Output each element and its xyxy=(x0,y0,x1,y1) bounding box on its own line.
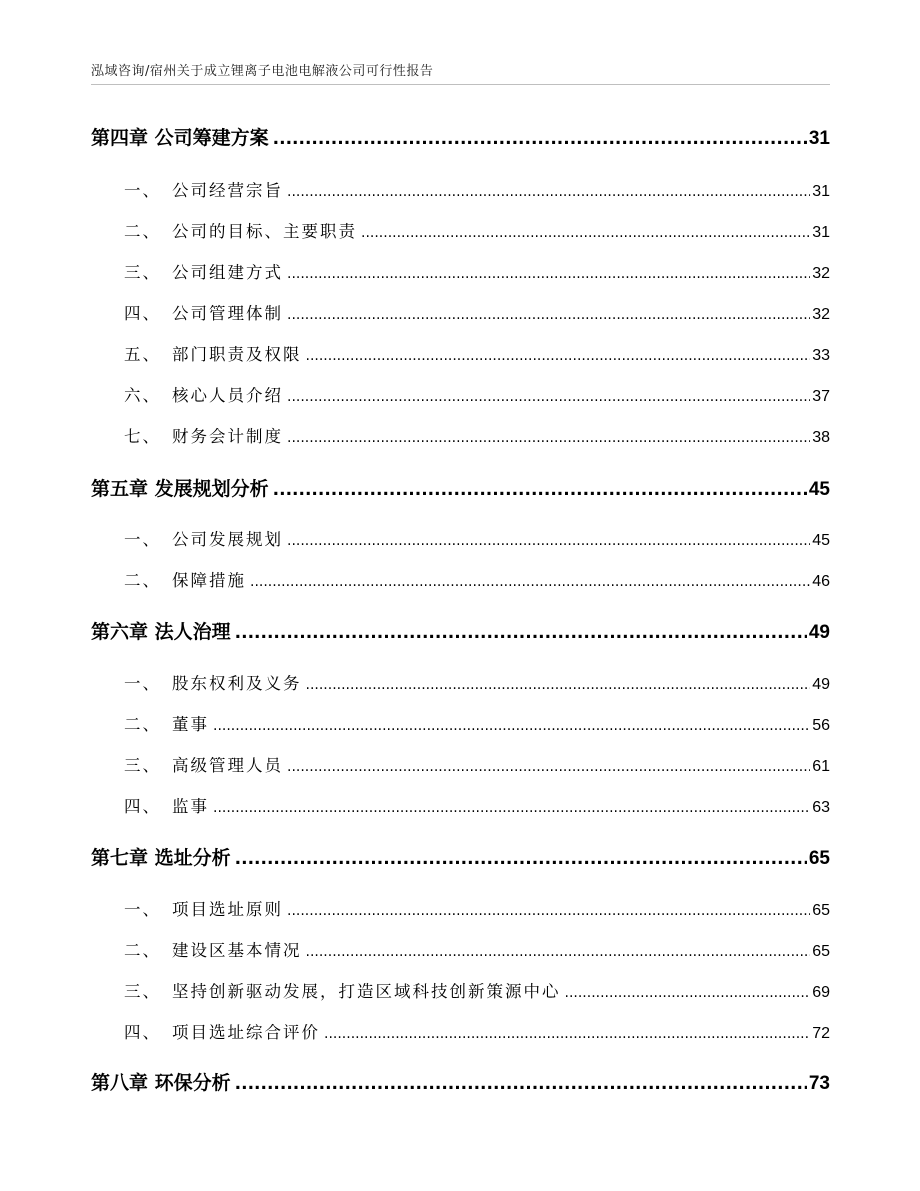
toc-section-label: 三、 高级管理人员 xyxy=(124,756,283,775)
toc-page-number: 49 xyxy=(812,676,830,693)
toc-section-6-2[interactable] xyxy=(91,711,830,735)
toc-leader-dots xyxy=(235,849,807,869)
toc-section-4-6[interactable] xyxy=(91,382,830,406)
toc-section-label: 四、 公司管理体制 xyxy=(124,304,283,323)
toc-section-4-2[interactable] xyxy=(91,218,830,242)
toc-leader-dots xyxy=(287,389,810,405)
toc-section-4-7[interactable] xyxy=(91,423,830,447)
toc-section-4-5[interactable] xyxy=(91,341,830,365)
toc-page-number: 45 xyxy=(812,532,830,549)
toc-section-label: 一、 股东权利及义务 xyxy=(124,674,302,693)
toc-section-7-1[interactable] xyxy=(91,896,830,920)
toc-leader-dots xyxy=(273,480,807,500)
toc-page-number: 32 xyxy=(812,306,830,323)
toc-leader-dots xyxy=(287,307,810,323)
toc-page-number: 31 xyxy=(812,224,830,241)
toc-leader-dots xyxy=(565,985,811,1001)
toc-leader-dots xyxy=(287,533,810,549)
toc-section-label: 二、 建设区基本情况 xyxy=(124,941,302,960)
toc-section-6-1[interactable] xyxy=(91,670,830,694)
toc-page-number: 73 xyxy=(808,1073,830,1094)
toc-leader-dots xyxy=(287,184,810,200)
toc-chapter-4[interactable] xyxy=(91,123,830,150)
toc-section-label: 三、 坚持创新驱动发展，打造区域科技创新策源中心 xyxy=(124,982,561,1001)
toc-chapter-label: 第五章 发展规划分析 xyxy=(91,478,269,500)
toc-section-label: 三、 公司组建方式 xyxy=(124,263,283,282)
header-divider xyxy=(91,84,830,85)
toc-chapter-label: 第八章 环保分析 xyxy=(91,1072,231,1094)
toc-page-number: 33 xyxy=(812,347,830,364)
toc-leader-dots xyxy=(213,718,810,734)
toc-section-label: 一、 公司经营宗旨 xyxy=(124,181,283,200)
toc-leader-dots xyxy=(306,944,811,960)
toc-leader-dots xyxy=(306,677,811,693)
toc-leader-dots xyxy=(287,430,810,446)
toc-section-label: 四、 监事 xyxy=(124,797,209,816)
toc-leader-dots xyxy=(287,759,810,775)
toc-chapter-7[interactable] xyxy=(91,843,830,870)
toc-leader-dots xyxy=(235,1074,807,1094)
toc-section-label: 七、 财务会计制度 xyxy=(124,427,283,446)
toc-section-label: 二、 保障措施 xyxy=(124,571,246,590)
toc-leader-dots xyxy=(306,348,811,364)
toc-page-number: 32 xyxy=(812,265,830,282)
toc-section-6-4[interactable] xyxy=(91,793,830,817)
toc-section-6-3[interactable] xyxy=(91,752,830,776)
toc-leader-dots xyxy=(273,129,807,149)
toc-section-label: 五、 部门职责及权限 xyxy=(124,345,302,364)
toc-leader-dots xyxy=(287,266,810,282)
toc-chapter-6[interactable] xyxy=(91,617,830,644)
toc-page-number: 61 xyxy=(812,758,830,775)
toc-section-label: 四、 项目选址综合评价 xyxy=(124,1023,320,1042)
toc-page-number: 31 xyxy=(812,183,830,200)
toc-page-number: 72 xyxy=(812,1025,830,1042)
toc-page-number: 69 xyxy=(812,984,830,1001)
toc-page-number: 56 xyxy=(812,717,830,734)
toc-page-number: 38 xyxy=(812,429,830,446)
toc-page-number: 46 xyxy=(812,573,830,590)
toc-chapter-8[interactable] xyxy=(91,1068,830,1095)
toc-chapter-5[interactable] xyxy=(91,474,830,501)
toc-section-label: 一、 项目选址原则 xyxy=(124,900,283,919)
toc-section-5-2[interactable] xyxy=(91,567,830,591)
toc-page-number: 49 xyxy=(808,622,830,643)
toc-section-label: 二、 董事 xyxy=(124,715,209,734)
toc-section-label: 一、 公司发展规划 xyxy=(124,530,283,549)
toc-section-label: 二、 公司的目标、主要职责 xyxy=(124,222,357,241)
toc-section-7-3[interactable] xyxy=(91,978,830,1002)
toc-leader-dots xyxy=(287,903,810,919)
toc-section-5-1[interactable] xyxy=(91,526,830,550)
toc-chapter-label: 第六章 法人治理 xyxy=(91,621,231,643)
toc-section-7-2[interactable] xyxy=(91,937,830,961)
toc-leader-dots xyxy=(324,1026,810,1042)
toc-section-7-4[interactable] xyxy=(91,1019,830,1043)
toc-page-number: 63 xyxy=(812,799,830,816)
toc-page-number: 65 xyxy=(812,943,830,960)
toc-chapter-label: 第七章 选址分析 xyxy=(91,847,231,869)
toc-leader-dots xyxy=(361,225,810,241)
toc-section-label: 六、 核心人员介绍 xyxy=(124,386,283,405)
toc-section-4-1[interactable] xyxy=(91,177,830,201)
toc-page-number: 45 xyxy=(808,479,830,500)
toc-section-4-4[interactable] xyxy=(91,300,830,324)
toc-leader-dots xyxy=(250,574,810,590)
toc-leader-dots xyxy=(235,623,807,643)
running-header: 泓域咨询/宿州关于成立锂离子电池电解液公司可行性报告 xyxy=(91,64,434,79)
toc-page-number: 65 xyxy=(812,902,830,919)
toc-chapter-label: 第四章 公司筹建方案 xyxy=(91,127,269,149)
toc-section-4-3[interactable] xyxy=(91,259,830,283)
toc-page-number: 37 xyxy=(812,388,830,405)
toc-page-number: 65 xyxy=(808,848,830,869)
toc-leader-dots xyxy=(213,800,810,816)
toc-page-number: 31 xyxy=(808,128,830,149)
